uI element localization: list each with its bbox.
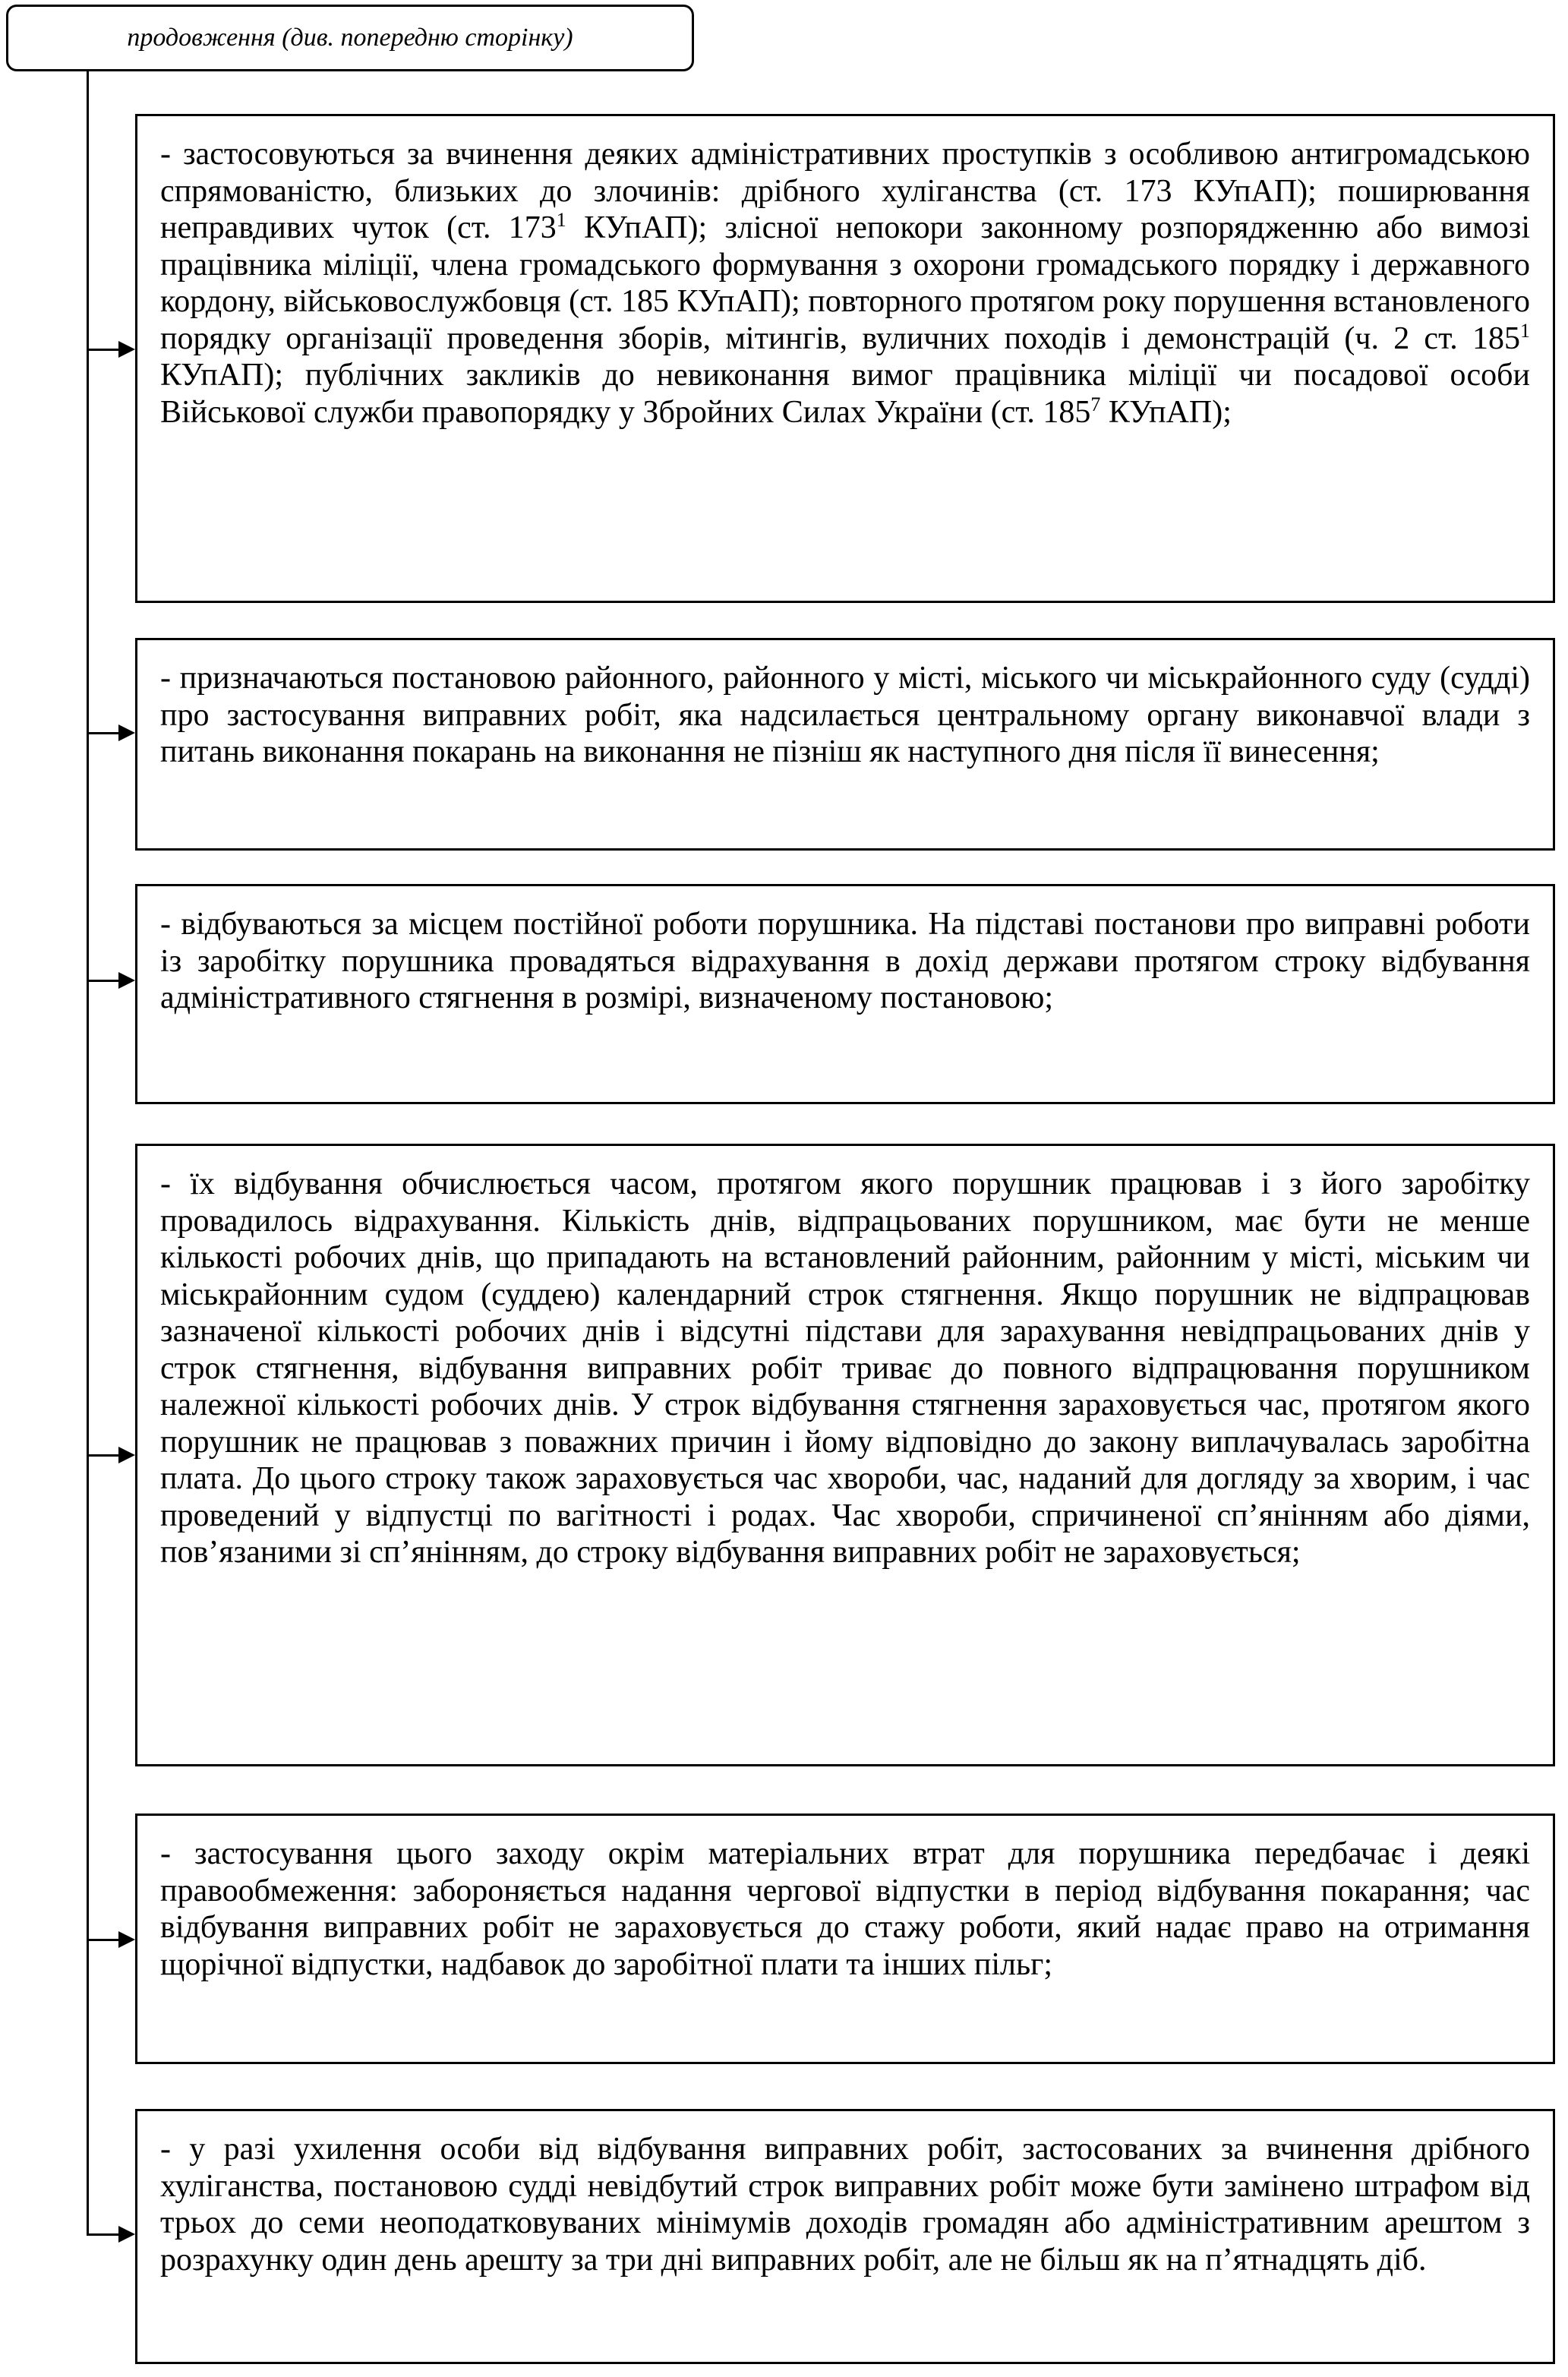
item-text-run: - призначаються постановою районного, районного у місті, міського чи міськрайонного суду (судді) про застосування виправних робіт, яка надсилається центральному органу виконавчої влади з питань виконання покарань на виконання не пізніш як наступного дня після її винесення; — [160, 661, 1530, 769]
item-text-run: - застосування цього заходу окрім матеріальних втрат для порушника передбачає і деякі правообмеження: забороняється надання чергової відпустки в період відбування покарання; час відбування виправних робіт не зараховується до стажу роботи, який надає право на отримання щорічної відпустки, надбавок до заробітної плати та інших пільг; — [160, 1836, 1530, 1982]
continuation-header — [6, 5, 694, 71]
connector-arrow-2 — [87, 732, 126, 734]
item-text-run: КУпАП); злісної непокори законному розпорядженню або вимозі працівника міліції, члена громадського формування з охорони громадського порядку і державного кордону, військовослужбовця (ст. 185 КУпАП); повторного протягом року порушення встановленого порядку організації проведення зборів, мітингів, вуличних походів і демонстрацій (ч. 2 ст. 185 — [160, 210, 1530, 356]
item-text-run: КУпАП); публічних закликів до невиконання вимог працівника міліції чи посадової особи Військової служби правопорядку у Збройних Силах України (ст. 185 — [160, 358, 1530, 430]
item-text-6 — [160, 2131, 1530, 2278]
item-text-3 — [160, 906, 1530, 1017]
item-box-2 — [135, 638, 1555, 851]
connector-arrow-6 — [87, 2233, 126, 2236]
item-text-run: - у разі ухилення особи від відбування виправних робіт, застосованих за вчинення дрібного хуліганства, постановою судді невідбутий строк виправних робіт може бути замінено штрафом від трьох до семи неоподатковуваних мінімумів доходів громадян або адміністративним арештом з розрахунку один день арешту за три дні виправних робіт, але не більш як на п’ятнадцять діб. — [160, 2132, 1530, 2278]
item-box-4 — [135, 1144, 1555, 1766]
connector-arrow-3 — [87, 980, 126, 982]
item-text-run: - застосовуються за вчинення деяких адміністративних проступків з особливою антигромадською спрямованістю, близьких до злочинів: дрібного хуліганства (ст. 173 КУпАП); поширювання неправдивих чуток (ст. 173 — [160, 137, 1530, 245]
item-box-3 — [135, 884, 1555, 1104]
item-text-2 — [160, 660, 1530, 771]
item-text-1 — [160, 136, 1530, 431]
continuation-header-text: продовження (див. попередню сторінку) — [127, 24, 573, 52]
item-box-5 — [135, 1814, 1555, 2064]
connector-arrow-1 — [87, 349, 126, 351]
item-text-run: КУпАП); — [1100, 394, 1232, 430]
article-superscript: 1 — [556, 209, 566, 231]
article-superscript: 1 — [1520, 319, 1530, 342]
connector-spine — [87, 71, 89, 2236]
item-box-1 — [135, 114, 1555, 603]
item-text-4 — [160, 1166, 1530, 1571]
item-text-run: - їх відбування обчислюється часом, протягом якого порушник працював і з його заробітку провадилось відрахування. Кількість днів, відпрацьованих порушником, має бути не менше кількості робочих днів, що припадають на встановлений районним, районним у місті, міським чи міськрайонним судом (суддею) календарний строк стягнення. Якщо порушник не відпрацював зазначеної кількості робочих днів і відсутні підстави для зарахування невідпрацьованих днів у строк стягнення, відбування виправних робіт триває до повного відпрацювання порушником належної кількості робочих днів. У строк відбування стягнення зараховується час, протягом якого порушник не працював з поважних причин і йому відповідно до закону виплачувалась заробітна плата. До цього строку також зараховується час хвороби, час, наданий для догляду за хворим, і час проведений у відпустці по вагітності і родах. Час хвороби, спричиненої сп’янінням або діями, пов’язаними зі сп’янінням, до строку відбування виправних робіт не зараховується; — [160, 1166, 1530, 1570]
item-text-5 — [160, 1836, 1530, 1983]
connector-arrow-5 — [87, 1939, 126, 1941]
item-box-6 — [135, 2109, 1555, 2364]
connector-arrow-4 — [87, 1454, 126, 1457]
article-superscript: 7 — [1090, 393, 1101, 415]
item-text-run: - відбуваються за місцем постійної роботи порушника. На підставі постанови про виправні роботи із заробітку порушника провадяться відрахування в дохід держави протягом строку відбування адміністративного стягнення в розмірі, визначеному постановою; — [160, 907, 1530, 1015]
